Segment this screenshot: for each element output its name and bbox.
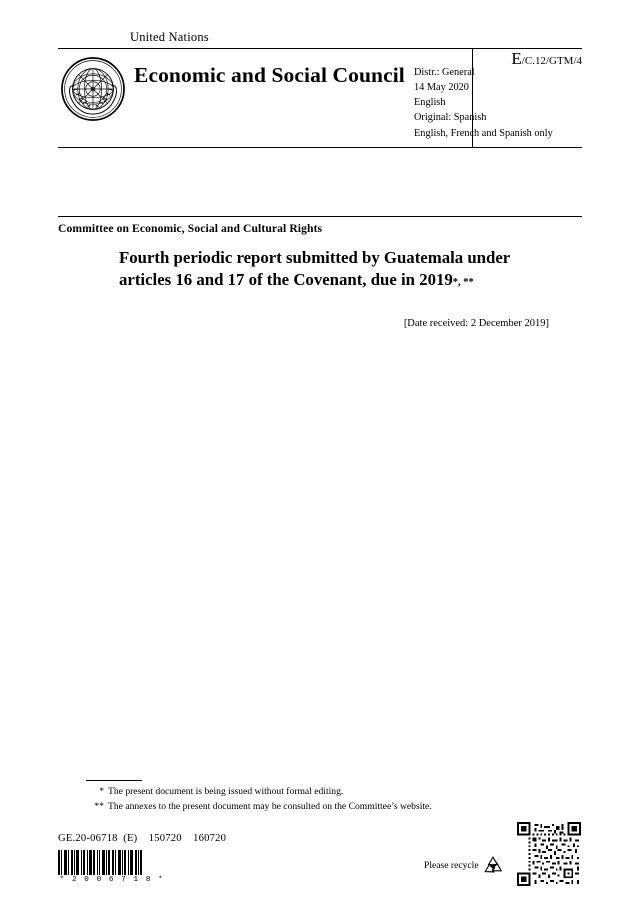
recycle-icon [482, 855, 504, 875]
document-symbol [511, 49, 582, 69]
footnote-mark: * [99, 786, 104, 797]
recycle-notice [424, 855, 504, 875]
title-footnote-marks: *, ** [452, 276, 474, 288]
page-title [119, 247, 549, 290]
distribution-line: Distr.: General [414, 67, 475, 78]
distribution-language: English [414, 97, 446, 109]
un-emblem-icon [60, 56, 126, 122]
committee-name: Committee on Economic, Social and Cultural Rights [58, 222, 323, 235]
distribution-block [414, 65, 582, 141]
barcode [58, 850, 166, 884]
masthead-body [58, 49, 582, 145]
footnote-text: The present document is being issued without formal editing. [108, 786, 344, 797]
job-number: GE.20-06718 (E) 150720 160720 [58, 833, 227, 844]
recycle-label: Please recycle [424, 859, 479, 871]
footnote-mark: ** [94, 800, 104, 812]
document-symbol-prefix: E [511, 49, 522, 68]
body-title: Economic and Social Council [134, 63, 405, 87]
masthead-bottom-rule [58, 147, 582, 148]
masthead [58, 30, 582, 148]
distribution-original: Original: Spanish [414, 112, 487, 124]
footnote-separator [86, 780, 142, 781]
document-symbol-suffix: /C.12/GTM/4 [521, 55, 582, 67]
organization-name: United Nations [130, 30, 209, 44]
page-title-text: Fourth periodic report submitted by Guatemala under articles 16 and 17 of the Covenant, due in 2019 [119, 248, 510, 289]
committee-rule [58, 216, 582, 217]
date-received: [Date received: 2 December 2019] [403, 318, 549, 329]
footnotes [86, 785, 556, 815]
footnote-item [86, 800, 556, 815]
footnote-text: The annexes to the present document may be consulted on the Committee’s website. [108, 800, 432, 812]
footnote-item [86, 785, 556, 800]
barcode-bars [58, 850, 166, 875]
distribution-languages-only: English, French and Spanish only [414, 127, 553, 139]
distribution-date: 14 May 2020 [414, 82, 469, 94]
qr-code-icon [517, 822, 581, 886]
masthead-divider [472, 49, 473, 147]
barcode-number: * 2 0 0 6 7 1 8 * [59, 876, 165, 884]
